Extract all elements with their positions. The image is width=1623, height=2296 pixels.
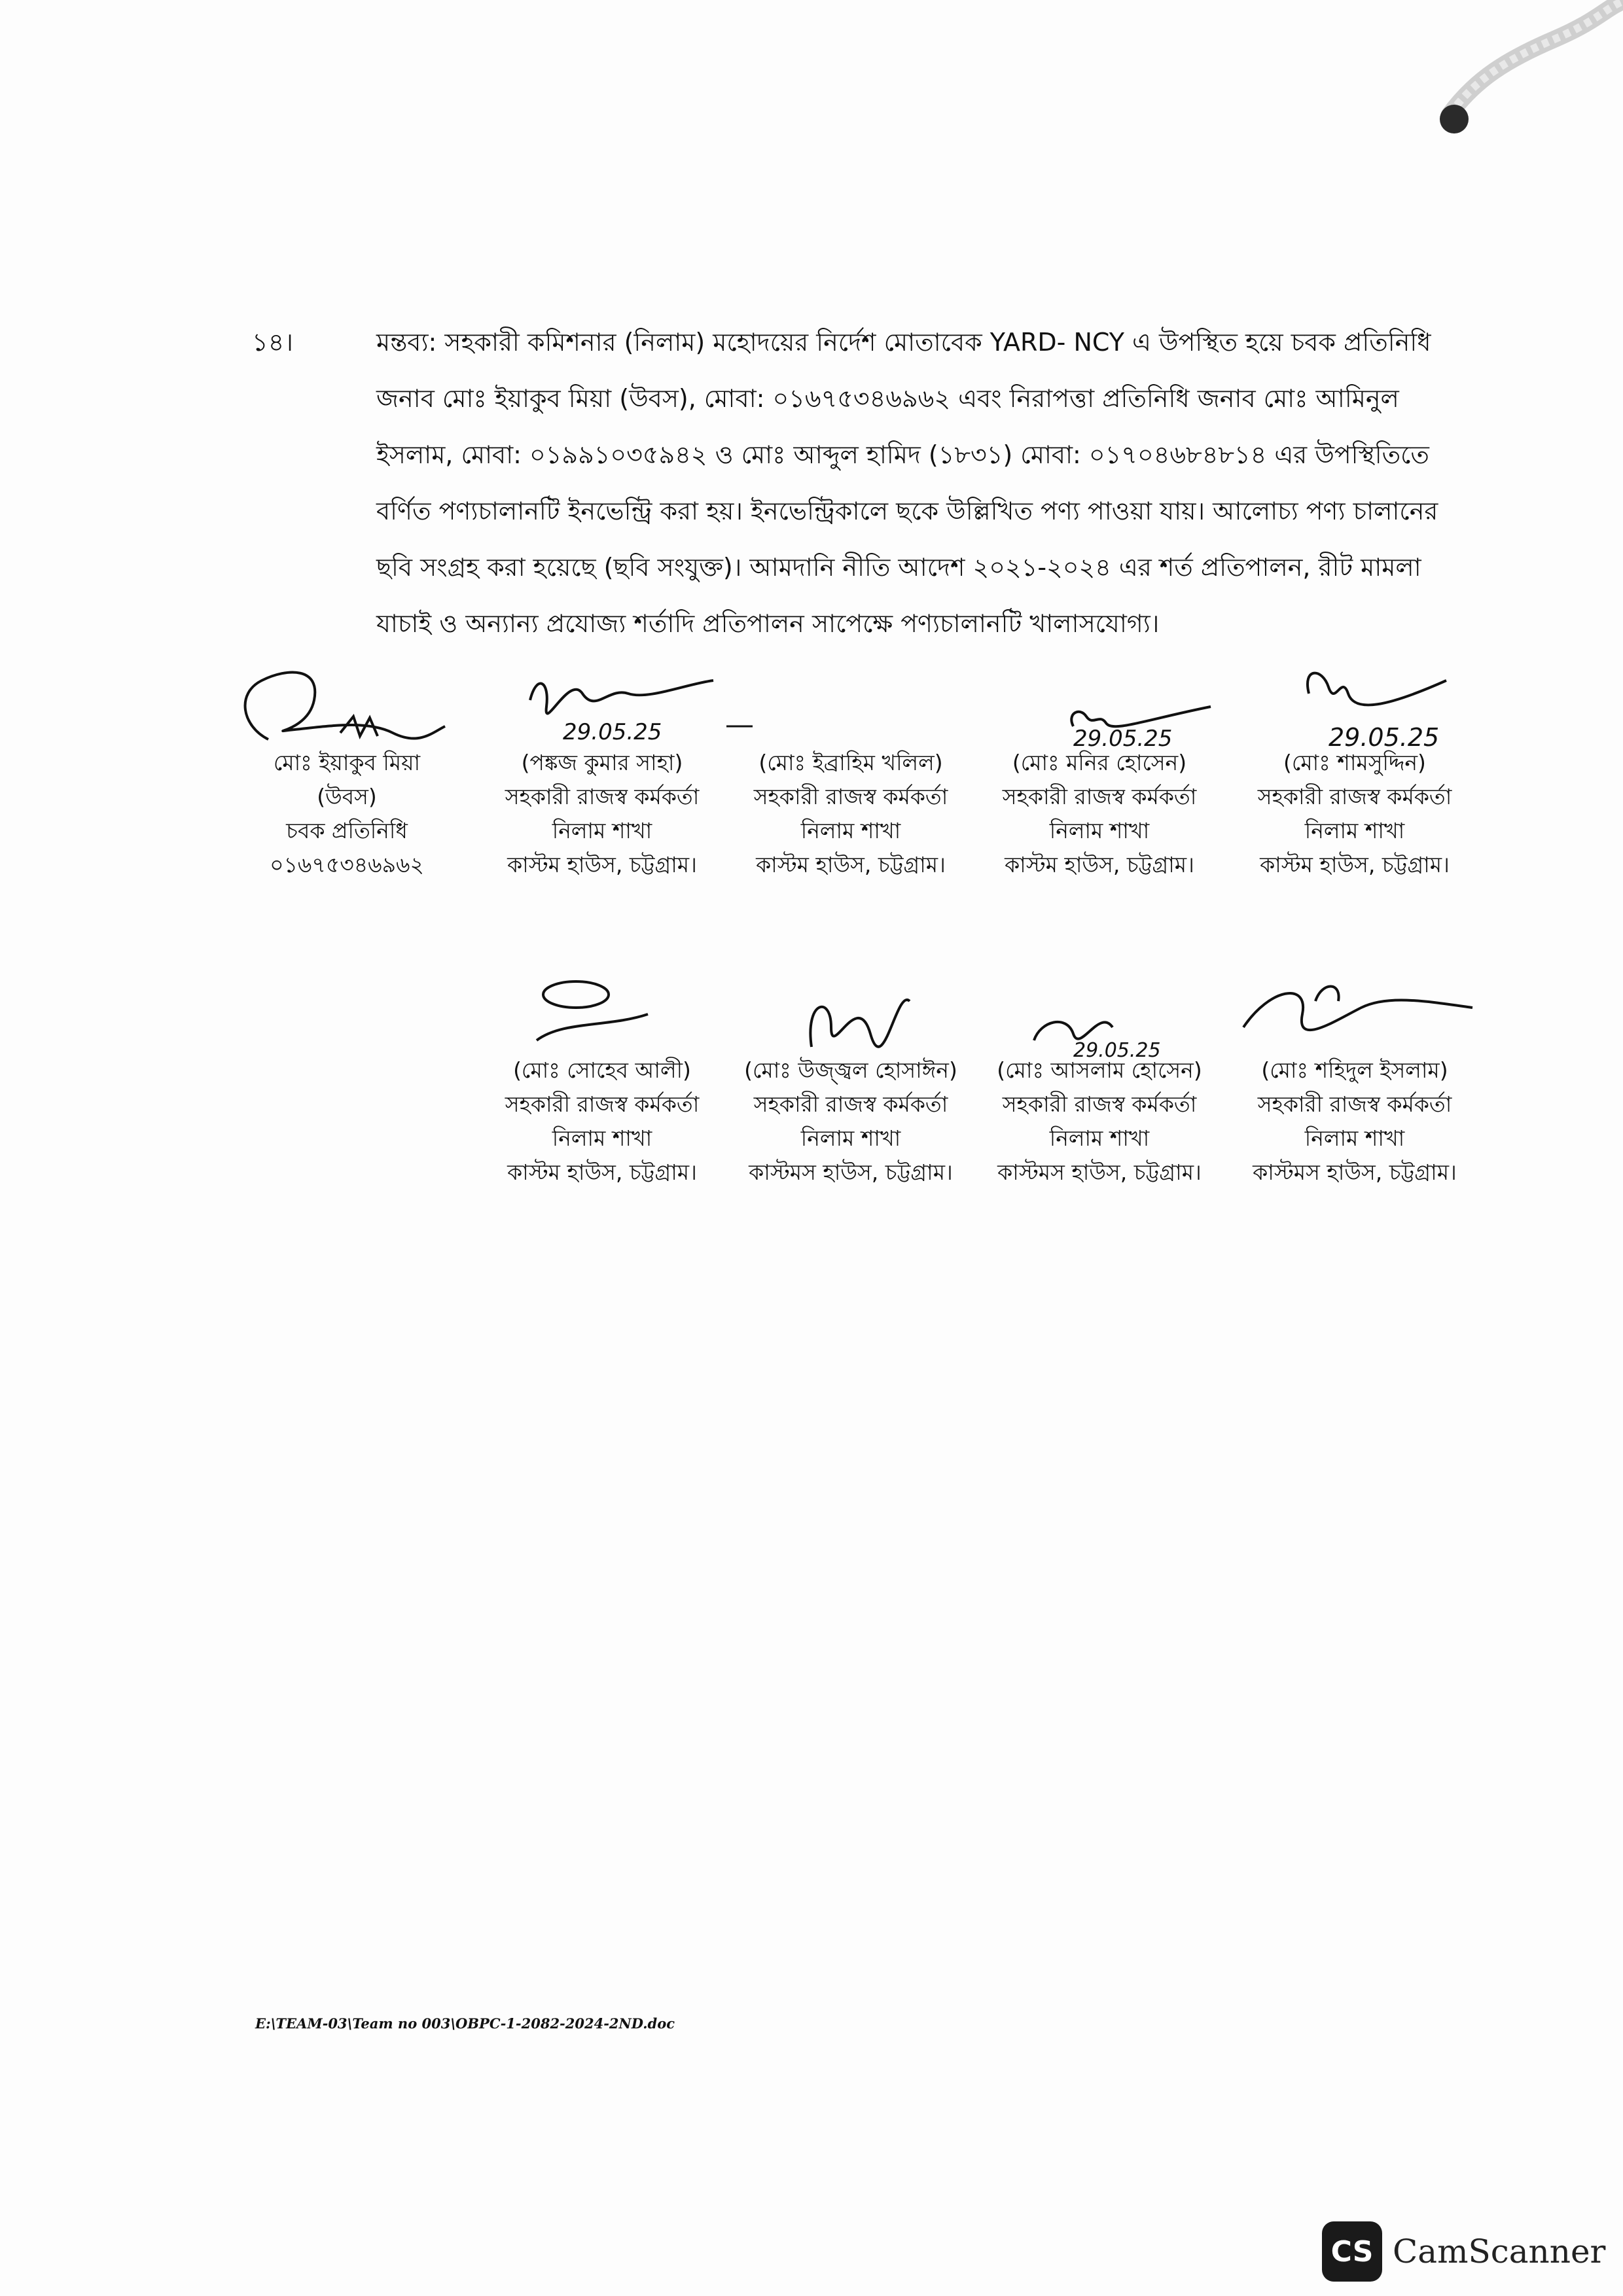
signature-block — [223, 654, 471, 882]
svg-text:29.05.25: 29.05.25 — [563, 719, 662, 745]
signatory-address: কাস্টম হাউস, চট্টগ্রাম। — [756, 852, 946, 877]
remarks-text: মন্তব্য: সহকারী কমিশনার (নিলাম) মহোদয়ের নির্দেশ মোতাবেক YARD- NCY এ উপস্থিত হয়ে চবক প্রতিনিধি জনাব মোঃ ইয়াকুব মিয়া (উবস), মোবা: ০১৬৭৫৩৪৬৯৬২ এবং নিরাপত্তা প্রতিনিধি জনাব মোঃ আমিনুল ইসলাম, মোবা: ০১৯৯১০৩৫৯৪২ ও মোঃ আব্দুল হামিদ (১৮৩১) মোবা: ০১৭০৪৬৮৪৮১৪ এর উপস্থিতিতে বর্ণিত পণ্যচালানটি ইনভেন্ট্রি করা হয়। ইনভেন্ট্রিকালে ছকে উল্লিখিত পণ্য পাওয়া যায়। আলোচ্য পণ্য চালানের ছবি সংগ্রহ করা হয়েছে (ছবি সংযুক্ত)। আমদানি নীতি আদেশ ২০২১-২০২৪ এর শর্ত প্রতিপালন, রীট মামলা যাচাই ও অন্যান্য প্রযোজ্য শর্তাদি প্রতিপালন সাপেক্ষে পণ্যচালানটি খালাসযোগ্য। — [376, 328, 1438, 638]
signatory-title: সহকারী রাজস্ব কর্মকর্তা — [505, 1091, 700, 1117]
signatory-address: কাস্টমস হাউস, চট্টগ্রাম। — [1253, 1159, 1457, 1185]
signatory-address: কাস্টম হাউস, চট্টগ্রাম। — [1260, 852, 1450, 877]
signatory-name: (মোঃ শামসুদ্দিন) — [1283, 750, 1426, 775]
signatory-title: (উবস) — [317, 784, 377, 809]
signatory-address: কাস্টমস হাউস, চট্টগ্রাম। — [997, 1159, 1202, 1185]
signature-block — [726, 962, 975, 1190]
remarks-number: ১৪। — [252, 328, 293, 357]
signature-scrawl-icon — [726, 962, 975, 1053]
signatory-dept: নিলাম শাখা — [1304, 818, 1405, 843]
signatory-dept: নিলাম শাখা — [552, 1125, 652, 1151]
signature-block — [1230, 962, 1479, 1190]
signature-scrawl-icon — [1230, 962, 1479, 1053]
svg-text:29.05.25: 29.05.25 — [1329, 723, 1440, 752]
signatory-name: (মোঃ ইব্রাহিম খলিল) — [758, 750, 943, 775]
camscanner-watermark — [1322, 2221, 1605, 2282]
signatory-name: (মোঃ শহিদুল ইসলাম) — [1261, 1057, 1448, 1083]
svg-text:29.05.25: 29.05.25 — [1073, 726, 1173, 752]
signature-block — [1230, 654, 1479, 882]
camscanner-logo-icon: CS — [1322, 2221, 1382, 2282]
signature-block — [975, 962, 1224, 1190]
file-path-footer: E:\TEAM-03\Team no 003\OBPC-1-2082-2024-2ND.doc — [255, 2015, 675, 2032]
signature-block — [478, 654, 726, 882]
signatory-dept: নিলাম শাখা — [1049, 1125, 1150, 1151]
signature-scrawl-icon — [223, 654, 471, 746]
signatory-title: সহকারী রাজস্ব কর্মকর্তা — [753, 784, 948, 809]
signatory-title: সহকারী রাজস্ব কর্মকর্তা — [1257, 784, 1452, 809]
signatory-title: সহকারী রাজস্ব কর্মকর্তা — [505, 784, 700, 809]
signatory-name: মোঃ ইয়াকুব মিয়া — [273, 750, 421, 775]
signature-scrawl-icon — [975, 962, 1224, 1062]
signature-scrawl-icon — [478, 962, 726, 1053]
signature-block — [726, 654, 975, 882]
signatory-name: (মোঃ উজ্জ্বল হোসাঈন) — [744, 1057, 957, 1083]
signatory-title: সহকারী রাজস্ব কর্মকর্তা — [753, 1091, 948, 1117]
signature-scrawl-icon — [726, 654, 975, 746]
signatory-name: (পঙ্কজ কুমার সাহা) — [521, 750, 683, 775]
signatory-dept: নিলাম শাখা — [1304, 1125, 1405, 1151]
signatory-address: কাস্টম হাউস, চট্টগ্রাম। — [507, 1159, 697, 1185]
signatory-address: কাস্টম হাউস, চট্টগ্রাম। — [1005, 852, 1194, 877]
signatory-address: কাস্টমস হাউস, চট্টগ্রাম। — [749, 1159, 953, 1185]
signatory-name: (মোঃ সোহেব আলী) — [513, 1057, 691, 1083]
signature-scrawl-icon — [1230, 654, 1479, 752]
signature-block — [975, 654, 1224, 882]
signatory-dept: নিলাম শাখা — [552, 818, 652, 843]
svg-text:29.05.25: 29.05.25 — [1073, 1039, 1161, 1062]
punch-hole-icon — [1440, 105, 1469, 133]
signatory-title: সহকারী রাজস্ব কর্মকর্তা — [1002, 784, 1197, 809]
signatory-title: সহকারী রাজস্ব কর্মকর্তা — [1257, 1091, 1452, 1117]
signatory-phone: ০১৬৭৫৩৪৬৯৬২ — [270, 852, 424, 877]
signatory-dept: নিলাম শাখা — [800, 1125, 901, 1151]
signature-scrawl-icon — [478, 654, 726, 746]
signatory-dept: নিলাম শাখা — [800, 818, 901, 843]
signatory-name: (মোঃ আসলাম হোসেন) — [997, 1057, 1202, 1083]
camscanner-brand: CamScanner — [1393, 2233, 1606, 2270]
signatory-title: সহকারী রাজস্ব কর্মকর্তা — [1002, 1091, 1197, 1117]
signature-block — [478, 962, 726, 1190]
signature-scrawl-icon — [975, 654, 1224, 752]
signatory-dept: নিলাম শাখা — [1049, 818, 1150, 843]
signatory-name: (মোঃ মনির হোসেন) — [1012, 750, 1187, 775]
signatory-address: কাস্টম হাউস, চট্টগ্রাম। — [507, 852, 697, 877]
signatory-dept: চবক প্রতিনিধি — [286, 818, 408, 843]
